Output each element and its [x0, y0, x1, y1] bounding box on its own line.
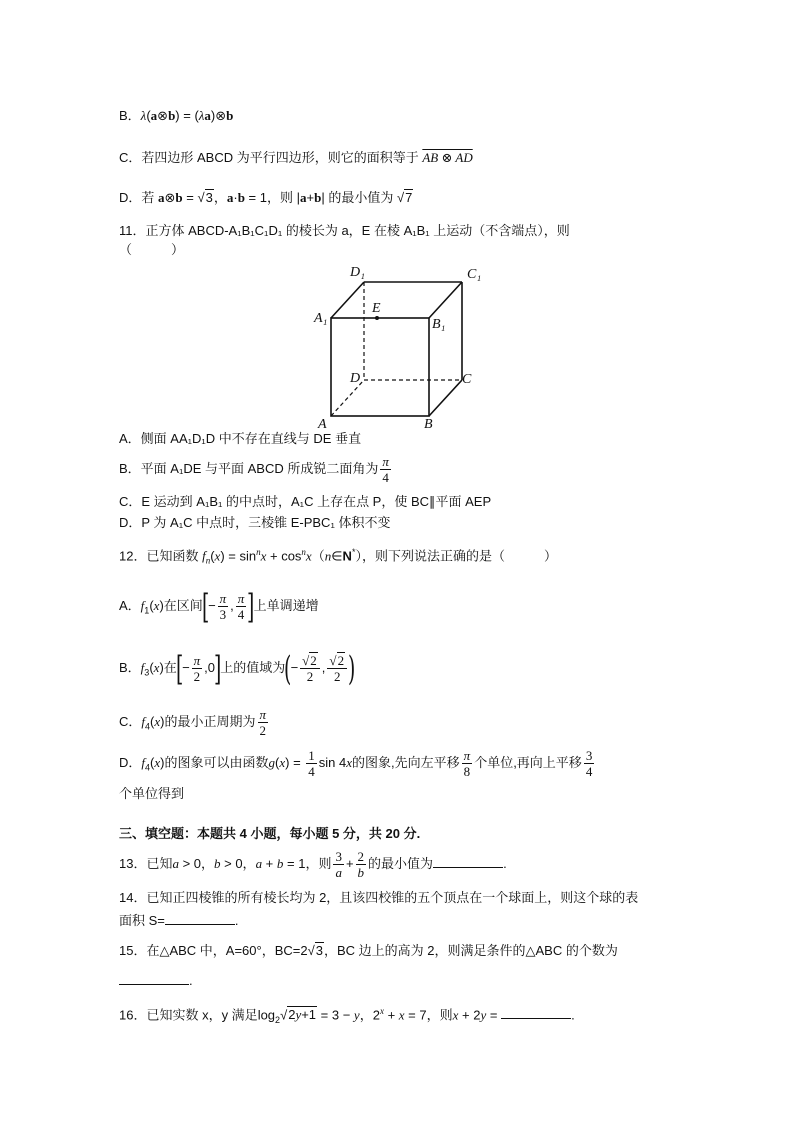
q13-answer-blank[interactable] — [433, 853, 503, 868]
q15-answer-blank[interactable] — [119, 970, 189, 985]
q15-line2: . — [119, 970, 193, 991]
q12-option-b: B．$f_3(x)$在[− $\frac{\pi}{2}$ ,0]上的值域为(− $\frac{√2}{2}$ , $\frac{√2}{2}$ ) — [119, 648, 356, 689]
q16-answer-blank[interactable] — [501, 1004, 571, 1019]
q16: 16．已知实数 x，y 满足$\log_2√2y+1 = 3 - y$，$2^x + x = 7$，则x + 2y = . — [119, 1006, 575, 1025]
q12-option-d-continued: 个单位得到 — [119, 786, 185, 801]
q11-option-a: A．侧面 AA₁D₁D 中不存在直线与 DE 垂直 — [119, 431, 362, 446]
q14-line2: 面积 S= . — [119, 910, 239, 931]
label-b1: B₁ — [432, 317, 446, 332]
label-a1: A₁ — [314, 311, 328, 326]
q12-stem: 12．已知函数 $f_n(x) = \sin^nx$ + $\cos^nx(n\in N^*)$，则下列说法正确的是（ ） — [119, 547, 557, 566]
q10-option-b: B．λ(a⊗b) = (λa)⊗b — [119, 108, 234, 123]
q12-option-c: C．$f_4(x)$的最小正周期为 $\frac{\pi}{2}$ — [119, 707, 267, 739]
point-e — [375, 316, 379, 320]
q11-option-d: D．P 为 A₁C 中点时，三棱锥 E-PBC₁ 体积不变 — [119, 515, 391, 530]
section-header: 三、填空题：本题共 4 小题，每小题 5 分，共 20 分. — [119, 826, 421, 841]
label-e: E — [372, 301, 381, 316]
q12-option-a: A．$f_1(x)$在区间[− $\frac{\pi}{3}$ , $\frac{\pi}{4}$ ]上单调递增 — [119, 586, 319, 627]
q10-option-d: D．若 a⊗b = √3，a·b = 1，则 |a+b| 的最小值为 √7 — [119, 190, 413, 205]
label-d1: D₁ — [350, 265, 365, 280]
q11-stem: 11．正方体 ABCD-A₁B₁C₁D₁ 的棱长为 a，E 在棱 A₁B₁ 上运动（不含端点），则 — [119, 223, 570, 238]
q12-option-d: D．$f_4(x)$的图象可以由函数g(x) = $\frac{1}{4}$ sin 4x的图象,先向左平移 $\frac{\pi}{8}$ 个单位,再向上平移 $\frac{3}{4}$ — [119, 748, 593, 780]
label-d: D — [350, 371, 361, 386]
label-b: B — [424, 417, 433, 432]
q11-option-b: B．平面 A₁DE 与平面 ABCD 所成锐二面角为 $\frac{\pi}{4}$ — [119, 454, 389, 486]
q14-line1: 14．已知正四棱锥的所有棱长均为 2，且该四校锥的五个顶点在一个球面上，则这个球的表 — [119, 890, 639, 905]
cube-figure — [312, 262, 492, 434]
q14-answer-blank[interactable] — [165, 910, 235, 925]
q10-option-c: C．若四边形 ABCD 为平行四边形，则它的面积等于 AB ⊗ AD — [119, 150, 473, 165]
label-a: A — [318, 417, 327, 432]
q15-line1: 15．在△ABC 中，A=60°，BC=2√3，BC 边上的高为 2，则满足条件的△ABC 的个数为 — [119, 943, 618, 958]
label-c: C — [462, 372, 472, 387]
q11-answer-paren: （ ） — [119, 242, 185, 257]
label-c1: C₁ — [467, 267, 482, 282]
q13: 13．已知a > 0，b > 0，a + b = 1，则 $\frac{3}{a}$ + $\frac{2}{b}$ 的最小值为 . — [119, 849, 507, 881]
q11-option-c: C．E 运动到 A₁B₁ 的中点时，A₁C 上存在点 P，使 BC∥平面 AEP — [119, 494, 492, 509]
